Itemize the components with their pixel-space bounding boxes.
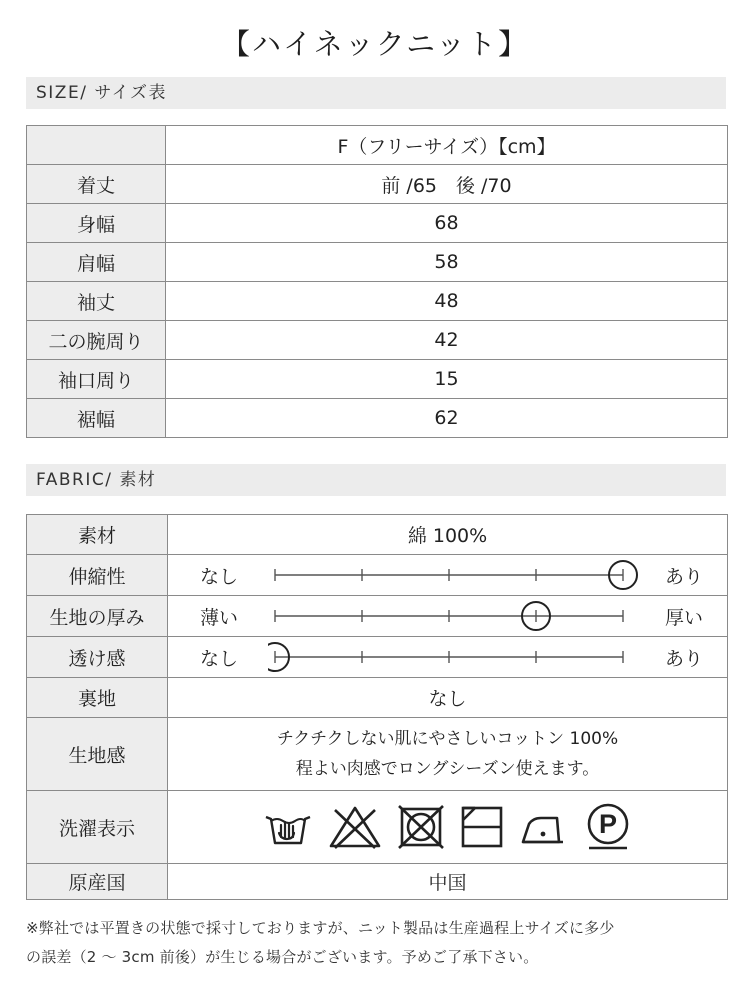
scale-right-label: 厚い xyxy=(664,606,703,629)
size-row-value: 48 xyxy=(166,282,728,321)
material-value: 綿 100% xyxy=(168,515,728,555)
scale-label: 透け感 xyxy=(27,637,168,678)
sizing-note xyxy=(26,914,730,972)
no-tumble-dry-icon xyxy=(397,804,445,850)
table-row xyxy=(27,321,728,360)
size-corner-cell xyxy=(27,126,166,165)
care-label: 洗濯表示 xyxy=(27,791,168,864)
size-row-value: 68 xyxy=(166,204,728,243)
size-row-label: 着丈 xyxy=(27,165,166,204)
size-row-label: 袖口周り xyxy=(27,360,166,399)
stretch-scale xyxy=(168,555,728,596)
no-bleach-icon xyxy=(327,804,383,850)
size-row-value: 42 xyxy=(166,321,728,360)
care-icons-cell xyxy=(168,791,728,864)
scale-left-label: なし xyxy=(200,647,239,670)
texture-label: 生地感 xyxy=(27,718,168,791)
sheerness-scale-track xyxy=(268,637,648,677)
scale-left-label: なし xyxy=(200,565,239,588)
table-row xyxy=(27,596,728,637)
table-row xyxy=(27,243,728,282)
table-row xyxy=(27,791,728,864)
scale-right-label: あり xyxy=(664,565,703,588)
fabric-table xyxy=(26,514,728,900)
table-row xyxy=(27,399,728,438)
size-row-value: 58 xyxy=(166,243,728,282)
table-row xyxy=(27,282,728,321)
size-row-label: 二の腕周り xyxy=(27,321,166,360)
scale-right-label: あり xyxy=(664,647,703,670)
dry-clean-p-icon xyxy=(583,802,633,852)
size-table xyxy=(26,125,728,438)
scale-left-label: 薄い xyxy=(200,606,239,629)
table-row xyxy=(27,126,728,165)
texture-line-2: 程よい肉感でロングシーズン使えます。 xyxy=(295,759,600,779)
size-row-value: 15 xyxy=(166,360,728,399)
note-line-2: の誤差（2 ～ 3cm 前後）が生じる場合がございます。予めご了承下さい。 xyxy=(26,948,539,966)
iron-low-icon xyxy=(519,804,569,850)
page-title: 【ハイネックニット】 xyxy=(221,27,529,61)
origin-value: 中国 xyxy=(168,864,728,900)
size-section-header: SIZE/ サイズ表 xyxy=(26,77,726,109)
lining-value: なし xyxy=(168,678,728,718)
origin-label: 原産国 xyxy=(27,864,168,900)
sheerness-scale xyxy=(168,637,728,678)
material-label: 素材 xyxy=(27,515,168,555)
hand-wash-icon xyxy=(263,805,313,849)
lining-label: 裏地 xyxy=(27,678,168,718)
texture-value xyxy=(168,718,728,791)
texture-line-1: チクチクしない肌にやさしいコットン 100% xyxy=(276,729,619,749)
size-row-value: 前 /65 後 /70 xyxy=(166,165,728,204)
stretch-scale-track xyxy=(268,555,648,595)
svg-text:P: P xyxy=(598,809,617,839)
table-row xyxy=(27,515,728,555)
line-dry-shade-icon xyxy=(459,804,505,850)
table-row xyxy=(27,555,728,596)
table-row xyxy=(27,864,728,900)
scale-label: 生地の厚み xyxy=(27,596,168,637)
size-row-label: 肩幅 xyxy=(27,243,166,282)
care-icons xyxy=(168,802,727,852)
size-row-label: 袖丈 xyxy=(27,282,166,321)
size-row-label: 裾幅 xyxy=(27,399,166,438)
thickness-scale-track xyxy=(268,596,648,636)
table-row xyxy=(27,637,728,678)
fabric-section-header: FABRIC/ 素材 xyxy=(26,464,726,496)
table-row xyxy=(27,678,728,718)
size-row-label: 身幅 xyxy=(27,204,166,243)
scale-label: 伸縮性 xyxy=(27,555,168,596)
note-line-1: ※弊社では平置きの状態で採寸しておりますが、ニット製品は生産過程上サイズに多少 xyxy=(26,919,615,937)
table-row xyxy=(27,360,728,399)
size-row-value: 62 xyxy=(166,399,728,438)
table-row xyxy=(27,204,728,243)
thickness-scale xyxy=(168,596,728,637)
table-row xyxy=(27,718,728,791)
table-row xyxy=(27,165,728,204)
size-column-header: F（フリーサイズ）【cm】 xyxy=(166,126,728,165)
